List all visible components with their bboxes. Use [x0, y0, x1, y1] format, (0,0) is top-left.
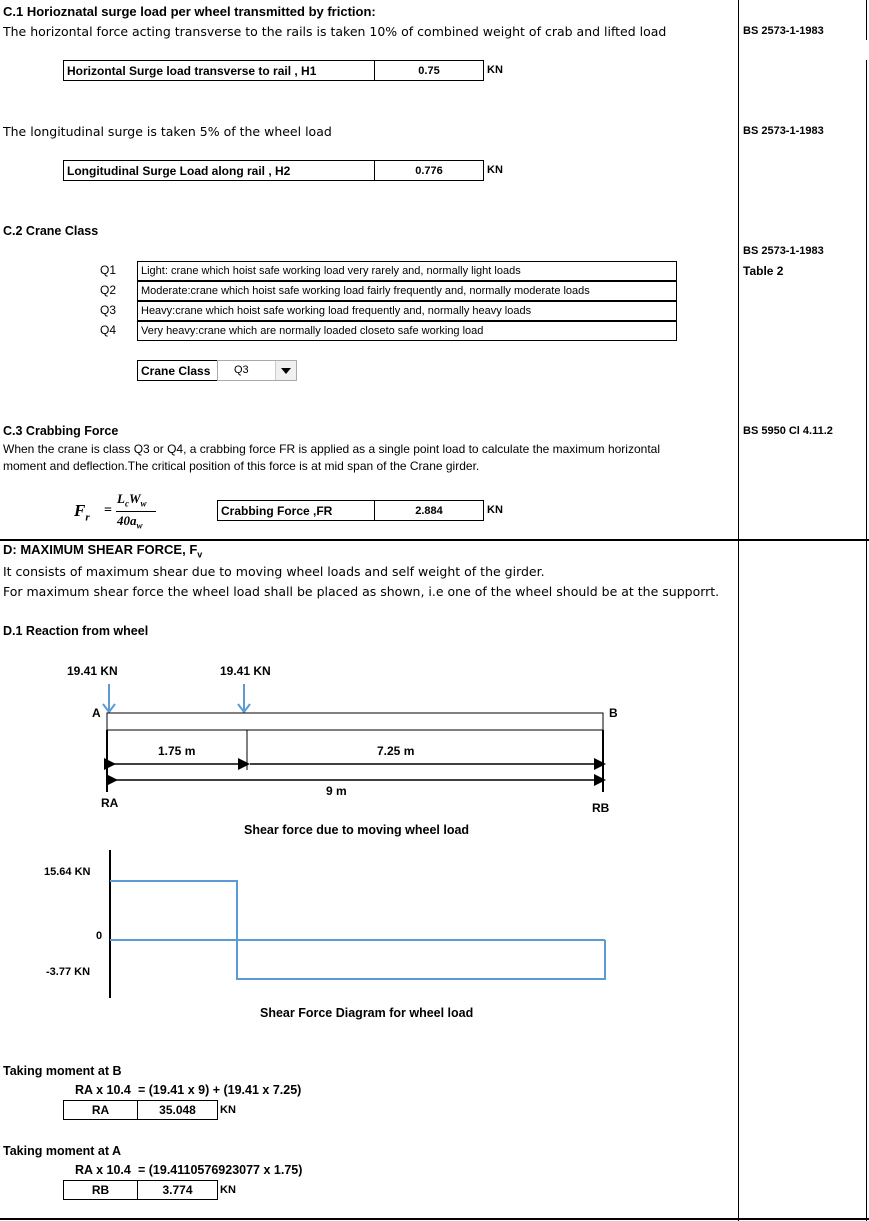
- dim-label-2: 7.25 m: [377, 744, 415, 758]
- class-code-q3: Q3: [99, 303, 116, 317]
- ra-result-label: RA: [63, 1100, 138, 1120]
- class-code-q2: Q2: [99, 283, 116, 297]
- right-border-top: [866, 0, 867, 40]
- moment-b-lhs: RA x 10.4: [75, 1083, 131, 1097]
- load-arrow-2: [238, 684, 250, 712]
- fr-unit: KN: [487, 504, 503, 516]
- ra-result-unit: KN: [220, 1104, 236, 1116]
- c3-ref: BS 5950 Cl 4.11.2: [743, 425, 833, 437]
- load-label-2: 19.41 KN: [220, 664, 271, 678]
- caption-moving-load: Shear force due to moving wheel load: [244, 823, 470, 837]
- sfd-negative: [237, 940, 605, 979]
- class-desc-q3: Heavy:crane which hoist safe working load frequently and, normally heavy loads: [137, 301, 677, 321]
- class-code-q1: Q1: [99, 263, 116, 277]
- c1-ref: BS 2573-1-1983: [743, 25, 824, 37]
- h2-unit: KN: [487, 164, 503, 176]
- d-heading: D: MAXIMUM SHEAR FORCE, $F_v$: [3, 542, 203, 560]
- d-text2: For maximum shear force the wheel load shall be placed as shown, i.e one of the wheel should be at the supporrt.: [3, 584, 720, 599]
- sfd-diagram: [0, 850, 738, 1000]
- rb-label: RB: [592, 801, 610, 815]
- point-a-label: A: [92, 706, 101, 720]
- sfd-top-label: 15.64 KN: [44, 866, 91, 878]
- beam: [107, 713, 603, 730]
- load-arrow-1: [103, 684, 115, 712]
- h1-label: Horizontal Surge load transverse to rail , H1: [63, 60, 375, 81]
- c3-text2: moment and deflection.The critical position of this force is at mid span of the Crane girder.: [3, 459, 480, 473]
- sfd-bottom-label: -3.77 KN: [46, 966, 91, 978]
- long-ref: BS 2573-1-1983: [743, 125, 824, 137]
- rb-result-unit: KN: [220, 1184, 236, 1196]
- d1-heading: D.1 Reaction from wheel: [3, 624, 149, 638]
- ra-result-value: 35.048: [137, 1100, 218, 1120]
- fr-value: 2.884: [374, 500, 484, 521]
- moment-a-heading: Taking moment at A: [3, 1144, 122, 1158]
- right-border: [866, 60, 867, 1221]
- class-desc-q2: Moderate:crane which hoist safe working load fairly frequently and, normally moderate loads: [137, 281, 677, 301]
- h2-label: Longitudinal Surge Load along rail , H2: [63, 160, 375, 181]
- point-b-label: B: [609, 706, 618, 720]
- crane-class-value: Q3: [234, 364, 249, 376]
- sfd-positive: [110, 881, 237, 940]
- rb-result-value: 3.774: [137, 1180, 218, 1200]
- crane-class-label: Crane Class: [137, 360, 218, 381]
- moment-b-rhs: = (19.41 x 9) + (19.41 x 7.25): [138, 1083, 302, 1097]
- c2-ref2: Table 2: [743, 264, 784, 278]
- c2-ref1: BS 2573-1-1983: [743, 245, 824, 257]
- ra-label: RA: [101, 796, 119, 810]
- class-desc-q4: Very heavy:crane which are normally loaded closeto safe working load: [137, 321, 677, 341]
- dim-label-total: 9 m: [326, 784, 347, 798]
- fr-label: Crabbing Force ,FR: [217, 500, 375, 521]
- class-desc-q1: Light: crane which hoist safe working load very rarely and, normally light loads: [137, 261, 677, 281]
- d-text1: It consists of maximum shear due to moving wheel loads and self weight of the girder.: [3, 564, 545, 579]
- formula-num: $L_cW_w$: [117, 491, 147, 509]
- formula-lhs: $F_r$: [74, 501, 90, 524]
- crabbing-formula: [74, 491, 174, 531]
- c3-heading: C.3 Crabbing Force: [3, 424, 119, 438]
- moment-a-lhs: RA x 10.4: [75, 1163, 131, 1177]
- sfd-zero-label: 0: [96, 930, 103, 942]
- moment-b-heading: Taking moment at B: [3, 1064, 122, 1078]
- crane-class-dropdown[interactable]: [217, 360, 297, 381]
- c1-text: The horizontal force acting transverse to the rails is taken 10% of combined weight of crab and lifted load: [3, 24, 667, 39]
- h1-unit: KN: [487, 64, 503, 76]
- ref-column-divider: [738, 0, 739, 1221]
- section-divider: [0, 539, 869, 541]
- bottom-border: [0, 1218, 869, 1220]
- beam-diagram: [0, 660, 738, 840]
- formula-eq: =: [104, 503, 112, 518]
- chevron-down-icon: [281, 368, 291, 374]
- dim-label-1: 1.75 m: [158, 744, 196, 758]
- h2-value: 0.776: [374, 160, 484, 181]
- class-code-q4: Q4: [99, 323, 116, 337]
- h1-value: 0.75: [374, 60, 484, 81]
- rb-result-label: RB: [63, 1180, 138, 1200]
- dropdown-arrow-button[interactable]: [275, 361, 296, 380]
- formula-den: $40a_w$: [117, 513, 143, 531]
- c3-text1: When the crane is class Q3 or Q4, a crabbing force FR is applied as a single point load to calculate the maximum horizontal: [3, 442, 660, 456]
- long-text: The longitudinal surge is taken 5% of the wheel load: [3, 124, 332, 139]
- moment-a-rhs: = (19.4110576923077 x 1.75): [138, 1163, 303, 1177]
- c1-heading: C.1 Horioznatal surge load per wheel transmitted by friction:: [3, 4, 376, 19]
- load-label-1: 19.41 KN: [67, 664, 118, 678]
- caption-sfd: Shear Force Diagram for wheel load: [260, 1006, 474, 1020]
- c2-heading: C.2 Crane Class: [3, 224, 99, 238]
